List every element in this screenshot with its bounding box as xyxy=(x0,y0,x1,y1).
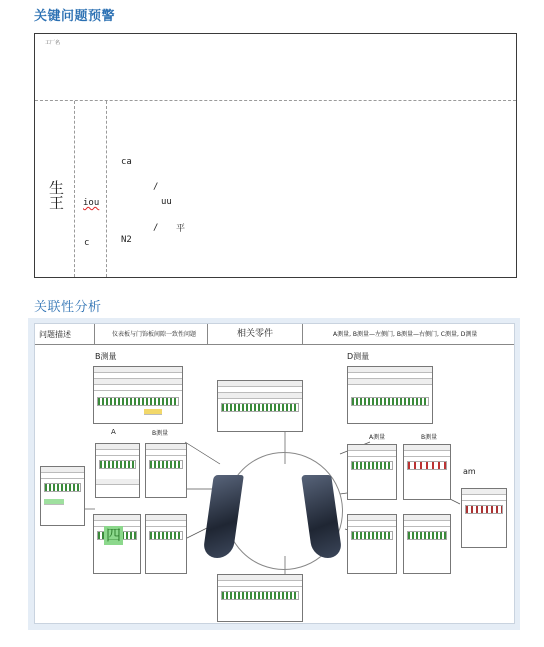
form-text: ca xyxy=(121,157,132,167)
form-text: iou xyxy=(83,198,100,208)
sparkline xyxy=(97,397,179,406)
measure-card xyxy=(347,444,397,500)
sparkline xyxy=(351,461,393,470)
measure-card xyxy=(145,443,187,498)
issue-form xyxy=(34,33,517,278)
measure-card xyxy=(95,443,140,498)
highlight-char: 四 xyxy=(105,526,121,544)
label-left-top: B测量 xyxy=(95,352,117,361)
sparkline xyxy=(351,531,393,540)
form-text: c xyxy=(84,238,90,248)
measure-card xyxy=(403,514,451,574)
diagram-canvas xyxy=(34,323,515,624)
header-issue-desc: 仪表板与门饰板间隙一致性问题 xyxy=(95,324,208,345)
form-column-line xyxy=(106,101,107,277)
form-text: N2 xyxy=(121,235,132,245)
form-text: / xyxy=(153,182,159,192)
measure-card xyxy=(145,514,187,574)
measure-card xyxy=(217,574,303,622)
label-a-meas: A测量 xyxy=(369,434,386,441)
sparkline xyxy=(44,483,81,492)
measure-card xyxy=(93,366,183,424)
key-issue-heading: 关键问题预警 xyxy=(34,9,116,24)
measure-card xyxy=(347,366,433,424)
measure-card xyxy=(461,488,507,548)
sparkline xyxy=(149,531,183,540)
header-parts-label: 相关零件 xyxy=(208,324,303,345)
form-header-text: 工厂名 xyxy=(45,40,61,46)
label-b: B测量 xyxy=(152,430,169,437)
form-vertical-label: 生王 xyxy=(49,179,65,212)
label-b-meas: B测量 xyxy=(421,434,438,441)
form-text: 平 xyxy=(176,224,186,234)
label-a: A xyxy=(111,428,116,436)
sparkline xyxy=(221,403,299,412)
measure-card xyxy=(40,466,85,526)
sparkline xyxy=(407,461,447,470)
measure-card xyxy=(217,380,303,432)
sparkline xyxy=(407,531,447,540)
form-column-line xyxy=(74,101,75,277)
header-issue-label: 问题描述 xyxy=(35,324,95,345)
sparkline xyxy=(149,460,183,469)
measure-card xyxy=(403,444,451,500)
analysis-heading: 关联性分析 xyxy=(34,300,102,315)
sparkline xyxy=(351,397,429,406)
sparkline xyxy=(99,460,136,469)
correlation-diagram xyxy=(28,318,520,630)
sparkline xyxy=(465,505,503,514)
measure-card xyxy=(347,514,397,574)
header-parts-list: A测量, B测量—左侧门, B测量—右侧门, C测量, D测量 xyxy=(333,331,478,338)
form-divider xyxy=(35,100,516,101)
label-am: am xyxy=(463,467,476,476)
form-text: / xyxy=(153,223,159,233)
sparkline xyxy=(221,591,299,600)
label-right-top: D测量 xyxy=(347,352,370,361)
form-text: uu xyxy=(161,197,172,207)
